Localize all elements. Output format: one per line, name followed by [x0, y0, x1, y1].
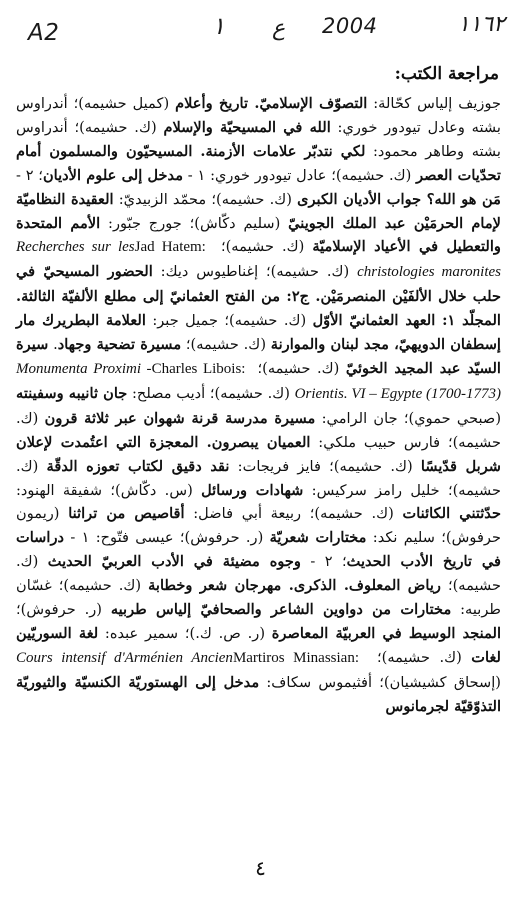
book-title: لغة السوريّين لغات [16, 624, 501, 666]
text-run: (ك. حشيمه)؛ [251, 359, 346, 377]
book-title: العميان يبصرون. المعجزة التي اعتُمدت لإعلان شربل قدّيسًا [16, 433, 502, 475]
text-run: (ك. حشيمه)؛ خليل رامز سركيس: [16, 457, 501, 499]
handwritten-issue: ع [272, 16, 286, 41]
handwritten-number: ١ [212, 12, 225, 40]
text-run: ؛ ٢ - [300, 553, 347, 571]
text-run: (كميل حشيمه)؛ أندراوس بشته وعادل تيودور خوري: [16, 95, 501, 136]
book-title: الأمم المتحدة والتعطيل في الأعياد الإسلاميّة [16, 214, 501, 256]
latin-book-title: Monumenta Proximi - Orientis. VI – Egypte (1700-1773) [16, 360, 501, 402]
book-title: التصوّف الإسلاميّ. تاريخ وأعلام [175, 95, 368, 112]
latin-author: Martiros Minassian: [232, 649, 368, 666]
text-run: (ك. حشيمه)؛ [367, 648, 472, 666]
handwritten-annotations [14, 6, 507, 46]
book-title: لكي نتدبّر علامات الأزمنة. المسيحيّون والمسلمون أمام تحدّيات العصر [16, 142, 501, 184]
book-title: مَن هو الله؟ جواب الأديان الكبرى [297, 190, 501, 208]
latin-author: Jad Hatem: [134, 239, 213, 256]
text-run: (ك. حشيمه)؛ [181, 336, 271, 354]
text-run: (س. دكّاش)؛ شفيقة الهنود: [16, 481, 202, 499]
text-run: (ك. حشيمه)؛ أندراوس بشته وطاهر محمود: [16, 118, 501, 160]
text-run: (ك. حشيمه)؛ فايز فريجات: [229, 457, 421, 475]
handwritten-code-a2: A2 [28, 20, 60, 46]
book-title: العقيدة النظاميّة لإمام الحرمَيْن عبد الملك الجوينيّ [16, 190, 501, 232]
text-run: (ك. حشيمه)؛ محمّد الزبيديّ: [113, 190, 298, 208]
text-run: (ر. حرفوش)؛ [16, 601, 111, 619]
handwritten-reference: ١١٦٢ [457, 12, 505, 37]
book-title: مدخل إلى علوم الأديان [42, 166, 184, 184]
text-run: (ك. حشيمه)؛ غسّان طربيه: [16, 577, 501, 619]
text-run: جوزيف إلياس كحّالة: [367, 95, 502, 112]
text-run: (ريمون حرفوش)؛ سليم نكد: [16, 505, 502, 547]
text-run: (ك. حشيمه)؛ [212, 238, 313, 256]
text-run: (ر. حرفوش)؛ عيسى فتّوح: ١ - [64, 529, 270, 547]
text-run: (ك. حشيمه)؛ ربيعة أبي فاضل: [184, 505, 403, 523]
book-title: الحضور المسيحيّ في حلب خلال الألفَيْن المنصرمَيْن. ج٢: من الفتح العثمانيّ إلى مطلع الألفيّة الثالثة. المجلّد ١: العهد العثمانيّ الأوّل [16, 263, 501, 330]
book-title: الله في المسيحيّة والإسلام [163, 118, 331, 136]
book-title: مدخل إلى الهستوريّة الكنسيّة والثيوريّة التذوّقيّة لجرمانوس [16, 673, 501, 715]
book-title: مسيرة مدرسة قرنة شهوان عبر ثلاثة قرون [44, 409, 316, 427]
latin-author: Charles Libois: [151, 360, 252, 377]
book-title: مختارات شعريّة [269, 529, 367, 547]
latin-book-title: Cours intensif d'Arménien Ancien [16, 649, 233, 666]
text-run: (ك. حشيمه)؛ جميل جبر: [145, 312, 313, 330]
book-title: رياض المعلوف. الذكرى. مهرجان شعر وخطابة [148, 577, 441, 595]
book-title: أقاصيص من تراثنا [68, 505, 185, 523]
text-run: (ك. حشيمه)؛ عادل تيودور خوري: ١ - [183, 166, 417, 184]
book-title: مسيرة تضحية وجهاد [57, 336, 182, 354]
handwritten-year: 2004 [322, 14, 378, 38]
latin-book-title: Recherches sur les christologies maronites [16, 239, 501, 281]
text-run: (ك. حشيمه)؛ إغناطيوس ديك: [152, 263, 358, 281]
text-run: (ر. ص. ك.)؛ سمير عبده: [98, 624, 272, 642]
book-title: العلامة البطريرك مار إسطفان الدويهيّ، مجد لبنان والموارنة [16, 312, 501, 354]
text-run: . [48, 336, 58, 354]
page-number: ٤ [255, 856, 266, 880]
text-run: (ك. حشيمه)؛ أديب مصلح: [127, 384, 295, 402]
text-run: ؛ ٢ - [16, 166, 43, 184]
book-reviews-text [16, 92, 501, 719]
text-run: (ك. حشيمه)؛ [16, 553, 501, 595]
text-run: (صبحي حموي)؛ جان الرامي: [315, 409, 502, 427]
book-title: نقد دقيق لكتاب تعوزه الدقّة [46, 457, 230, 475]
text-run: (إسحاق كشيشيان)؛ أفثيموس سكاف: [259, 673, 501, 691]
section-heading: مراجعة الكتب: [394, 64, 499, 84]
book-title: جان ثانيبه وسفينته [16, 384, 128, 402]
book-title: المنجد الوسيط في العربيّة المعاصرة [271, 624, 502, 642]
text-run: (ك. حشيمه)؛ فارس حبيب ملكي: [16, 409, 502, 451]
book-title: شهادات ورسائل [201, 481, 304, 499]
book-title: مختارات من دواوين الشاعر والصحافيّ إلياس طربيه [110, 601, 452, 619]
book-title: حدّثتني الكائنات [402, 505, 501, 523]
book-title: وجوه مضيئة في الأدب العربيّ الحديث [47, 553, 301, 571]
book-title: سيرة السيّد عبد المجيد الخوئيّ [16, 336, 501, 377]
text-run: (سليم دكّاش)؛ جورج جبّور: [100, 214, 289, 232]
book-title: دراسات في تاريخ الأدب الحديث [16, 529, 501, 571]
